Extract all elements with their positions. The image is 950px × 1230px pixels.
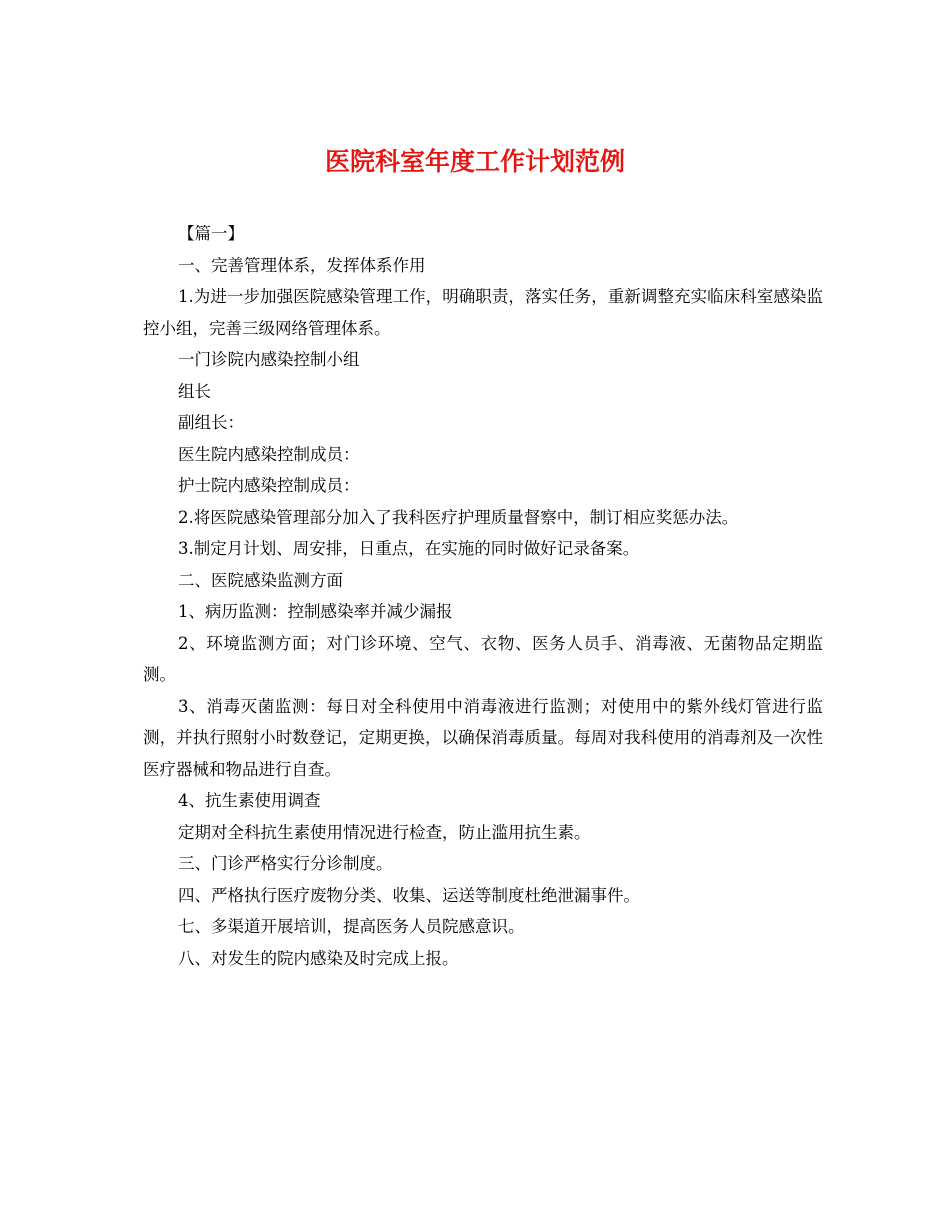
paragraph-item-1-1: 1.为进一步加强医院感染管理工作，明确职责，落实任务，重新调整充实临床科室感染监控小组，完善三级网络管理体系。: [143, 287, 823, 338]
paragraph-heading-1: 一、完善管理体系，发挥体系作用: [178, 255, 426, 275]
paragraph-item-2-4: 4、抗生素使用调查: [178, 791, 321, 810]
paragraph-deputy-leader: 副组长：: [178, 413, 244, 432]
paragraph-heading-2: 二、医院感染监测方面: [178, 570, 343, 590]
paragraph-heading-8: 八、对发生的院内感染及时完成上报。: [178, 948, 459, 968]
paragraph-item-2-1: 1、病历监测：控制感染率并减少漏报: [178, 602, 453, 621]
paragraph-section-label: 【篇一】: [178, 224, 244, 243]
paragraph-doctor-members: 医生院内感染控制成员：: [178, 444, 360, 464]
document-body: [143, 218, 823, 974]
paragraph-item-2-4-detail: 定期对全科抗生素使用情况进行检查，防止滥用抗生素。: [178, 822, 591, 842]
document-title: 医院科室年度工作计划范例: [324, 147, 625, 176]
paragraph-heading-3: 三、门诊严格实行分诊制度。: [178, 854, 393, 873]
paragraph-heading-7: 七、多渠道开展培训，提高医务人员院感意识。: [178, 917, 525, 936]
paragraph-item-1-2: 2.将医院感染管理部分加入了我科医疗护理质量督察中，制订相应奖惩办法。: [178, 507, 739, 527]
paragraph-nurse-members: 护士院内感染控制成员：: [178, 476, 360, 495]
paragraph-group-leader: 组长: [178, 381, 211, 401]
paragraph-item-2-2: 2、环境监测方面；对门诊环境、空气、衣物、医务人员手、消毒液、无菌物品定期监测。: [143, 633, 823, 684]
paragraph-item-1-3: 3.制定月计划、周安排，日重点，在实施的同时做好记录备案。: [178, 539, 640, 558]
paragraph-item-2-3: 3、消毒灭菌监测：每日对全科使用中消毒液进行监测；对使用中的紫外线灯管进行监测，并执行照射小时数登记，定期更换，以确保消毒质量。每周对我科使用的消毒剂及一次性医疗器械和物品进行自查。: [143, 696, 823, 779]
paragraph-group-name: 一门诊院内感染控制小组: [178, 350, 360, 369]
paragraph-heading-4: 四、严格执行医疗废物分类、收集、运送等制度杜绝泄漏事件。: [178, 885, 640, 905]
